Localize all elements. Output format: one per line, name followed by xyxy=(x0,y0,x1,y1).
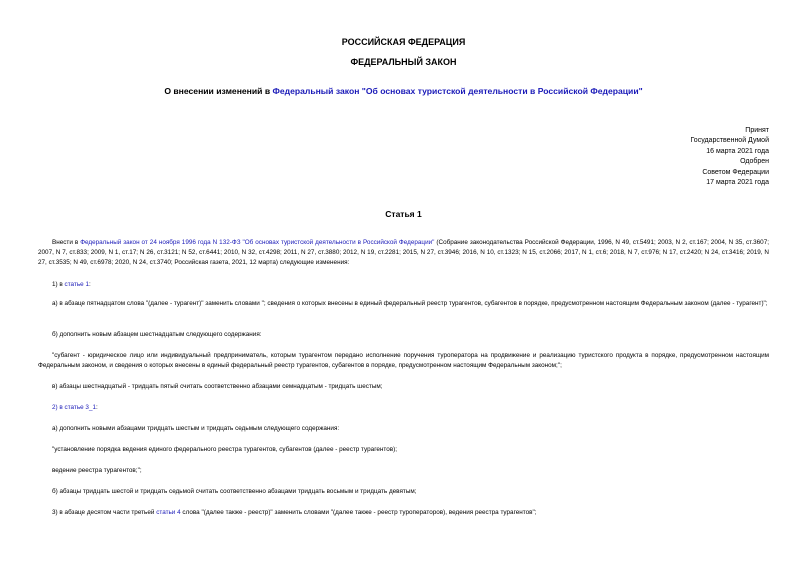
item-1-link[interactable]: статье 1 xyxy=(64,281,89,288)
item-2 xyxy=(52,403,98,413)
article-heading: Статья 1 xyxy=(385,209,422,219)
item-3-rest: слова "(далее также - реестр)" заменить словами "(далее также - реестр туроператоров), ведения реестра турагентов"; xyxy=(180,509,537,516)
country-heading: РОССИЙСКАЯ ФЕДЕРАЦИЯ xyxy=(341,37,466,47)
law-title xyxy=(0,86,807,96)
adoption-line: Принят xyxy=(745,127,769,134)
law-type-heading: ФЕДЕРАЛЬНЫЙ ЗАКОН xyxy=(350,57,457,67)
approval-date: 17 марта 2021 года xyxy=(706,179,769,187)
item-1a: а) в абзаце пятнадцатом слова "(далее - турагент)" заменить словами "; сведения о которых внесены в единый федеральный реестр турагентов, субагентов в порядке, предусмотренном настоящим Федеральным законом (далее - турагент)"; xyxy=(52,300,768,307)
article-intro xyxy=(38,238,769,268)
adoption-line: Государственной Думой xyxy=(690,137,769,145)
item-2a-quote-2: ведение реестра турагентов;"; xyxy=(52,467,142,474)
intro-rest: (Собрание законодательства Российской Федерации, 1996, N 49, ст.5491; 2003, N 2, ст.167; 2004, N 35, ст.3607; 2007, N 7, ст.833; 2009, N 1, ст.17; N 26, ст.3121; N 52, ст.6441; 2010, N 32, ст.4298; 2011, N 27, ст.3880; 2012, N 19, ст.2281; 2015, N 27, ст.3946; 2016, N 10, ст.1323; N 15, ст.2066; 2017, N 1, ст.6; 2018, N 7, ст.976; N 17, ст.2420; N 24, ст.3416; 2019, N 27, ст.3535; N 49, ст.6978; 2020, N 24, ст.3740; Российская газета, 2021, 12 марта) следующие изменения: xyxy=(38,239,769,266)
item-2-link[interactable]: 2) в статье 3_1 xyxy=(52,404,97,411)
item-3 xyxy=(38,508,769,518)
approval-line: Советом Федерации xyxy=(702,168,769,176)
item-1-suffix: : xyxy=(88,281,91,288)
adoption-block xyxy=(690,126,769,188)
item-3-link[interactable]: статьи 4 xyxy=(156,509,181,516)
law-title-link[interactable]: Федеральный закон "Об основах туристской деятельности в Российской Федерации" xyxy=(272,86,643,96)
item-1c: в) абзацы шестнадцатый - тридцать пятый считать соответственно абзацами семнадцатым - тридцать шестым; xyxy=(52,383,383,390)
intro-prefix: Внести в xyxy=(52,239,81,246)
item-2b: б) абзацы тридцать шестой и тридцать седьмой считать соответственно абзацами тридцать восьмым и тридцать девятым; xyxy=(52,488,417,495)
item-3-prefix: 3) в абзаце десятом части третьей xyxy=(52,509,157,516)
item-1b-quote: "субагент - юридическое лицо или индивидуальный предприниматель, которым турагентом передано исполнение поручения туроператора на продвижение и реализацию туристского продукта в порядке, предусмотренном настоящим Федеральным законом, и сведения о которых внесены в единый федеральный реестр турагентов, субагентов в порядке, предусмотренном настоящим Федеральным законом;"; xyxy=(38,352,769,369)
item-2a-quote-1: "установление порядка ведения единого федерального реестра турагентов, субагентов (далее - реестр турагентов); xyxy=(52,446,398,453)
item-1-prefix: 1) в xyxy=(52,281,65,288)
item-2-suffix: : xyxy=(96,404,98,411)
item-2a: а) дополнить новыми абзацами тридцать шестым и тридцать седьмым следующего содержания: xyxy=(52,425,340,432)
item-1b: б) дополнить новым абзацем шестнадцатым следующего содержания: xyxy=(52,331,262,338)
intro-law-link[interactable]: Федеральный закон от 24 ноября 1996 года N 132-ФЗ "Об основах туристской деятельности в Российской Федерации" xyxy=(80,239,435,246)
adoption-date: 16 марта 2021 года xyxy=(706,147,769,155)
approval-line: Одобрен xyxy=(740,158,769,166)
law-title-prefix: О внесении изменений в xyxy=(164,86,273,96)
item-1 xyxy=(52,280,91,290)
